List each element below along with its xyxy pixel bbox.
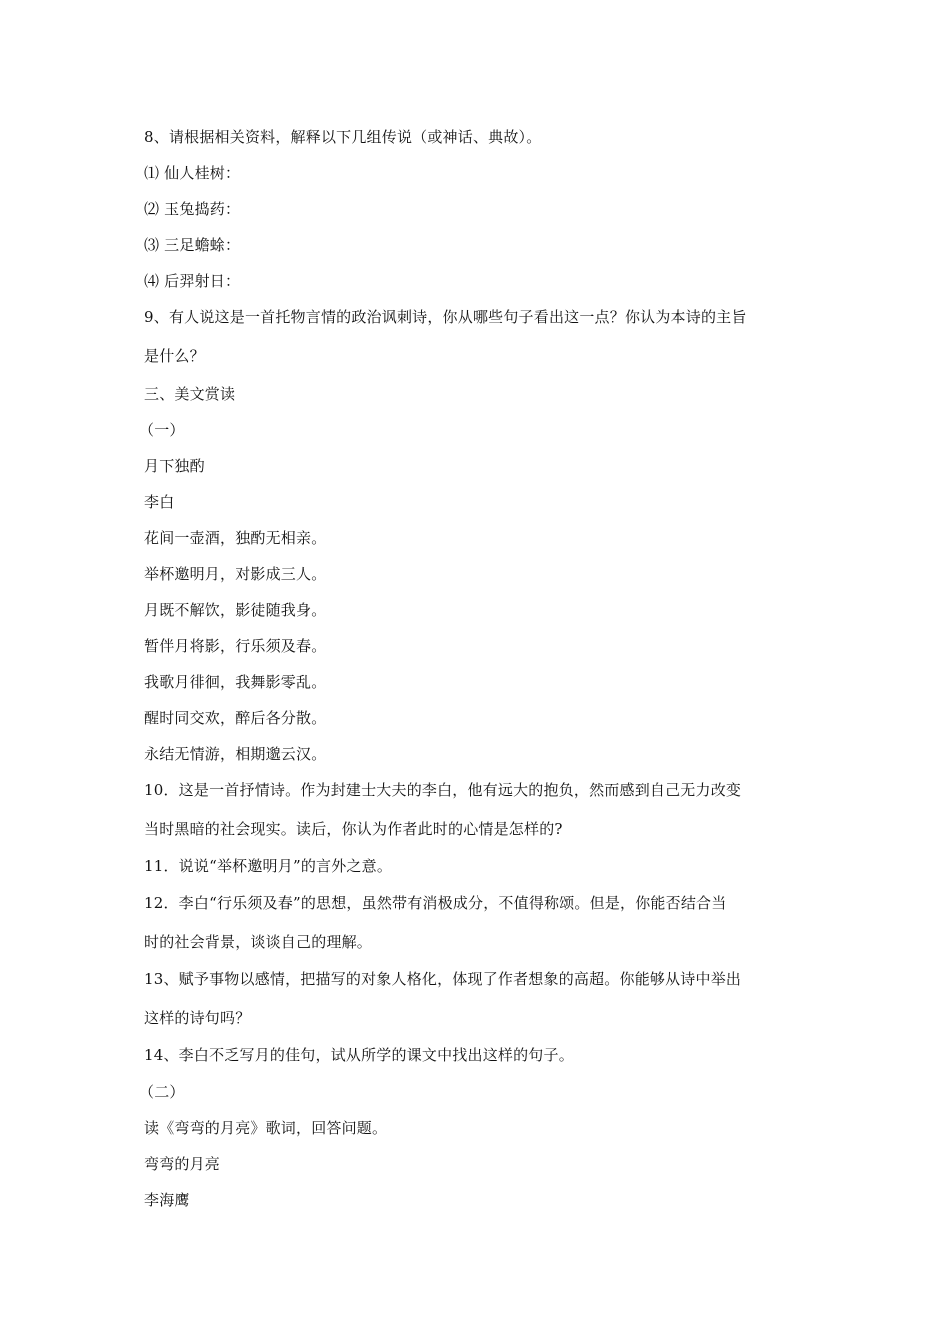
reading-instruction: 读《弯弯的月亮》歌词，回答问题。 — [144, 1119, 388, 1137]
poem-line: 举杯邀明月，对影成三人。 — [144, 565, 327, 583]
poem-line: 月既不解饮，影徒随我身。 — [144, 601, 327, 619]
song-author: 李海鹰 — [144, 1191, 190, 1209]
question-12: 12．李白“行乐须及春”的思想，虽然带有消极成分，不值得称颂。但是，你能否结合当 — [144, 894, 727, 912]
question-8: 8、请根据相关资料，解释以下几组传说（或神话、典故）。 — [144, 128, 542, 146]
question-12-cont: 时的社会背景，谈谈自己的理解。 — [144, 933, 373, 951]
section-heading: 三、美文赏读 — [144, 385, 236, 403]
poem-line: 我歌月徘徊，我舞影零乱。 — [144, 673, 327, 691]
question-11: 11．说说“举杯邀明月”的言外之意。 — [144, 857, 393, 875]
question-9: 9、有人说这是一首托物言情的政治讽刺诗，你从哪些句子看出这一点？你认为本诗的主旨 — [144, 308, 747, 326]
poem-line: 永结无情游，相期邈云汉。 — [144, 745, 327, 763]
subsection-1: （一） — [139, 421, 185, 439]
question-13-cont: 这样的诗句吗？ — [144, 1009, 251, 1027]
poem-line: 花间一壶酒，独酌无相亲。 — [144, 529, 327, 547]
poem-author: 李白 — [144, 493, 175, 511]
sub-item-1: ⑴ 仙人桂树： — [144, 164, 241, 182]
song-title: 弯弯的月亮 — [144, 1155, 221, 1173]
question-14: 14、李白不乏写月的佳句，试从所学的课文中找出这样的句子。 — [144, 1046, 574, 1064]
question-9-cont: 是什么？ — [144, 347, 205, 365]
poem-line: 暂伴月将影，行乐须及春。 — [144, 637, 327, 655]
poem-line: 醒时同交欢，醉后各分散。 — [144, 709, 327, 727]
subsection-2: （二） — [139, 1083, 185, 1101]
question-10-cont: 当时黑暗的社会现实。读后，你认为作者此时的心情是怎样的? — [144, 820, 563, 838]
sub-item-2: ⑵ 玉兔捣药： — [144, 200, 241, 218]
sub-item-3: ⑶ 三足蟾蜍： — [144, 236, 241, 254]
sub-item-4: ⑷ 后羿射日： — [144, 272, 241, 290]
question-10: 10．这是一首抒情诗。作为封建士大夫的李白，他有远大的抱负，然而感到自己无力改变 — [144, 781, 742, 799]
poem-title: 月下独酌 — [144, 457, 205, 475]
question-13: 13、赋予事物以感情，把描写的对象人格化，体现了作者想象的高超。你能够从诗中举出 — [144, 970, 742, 988]
